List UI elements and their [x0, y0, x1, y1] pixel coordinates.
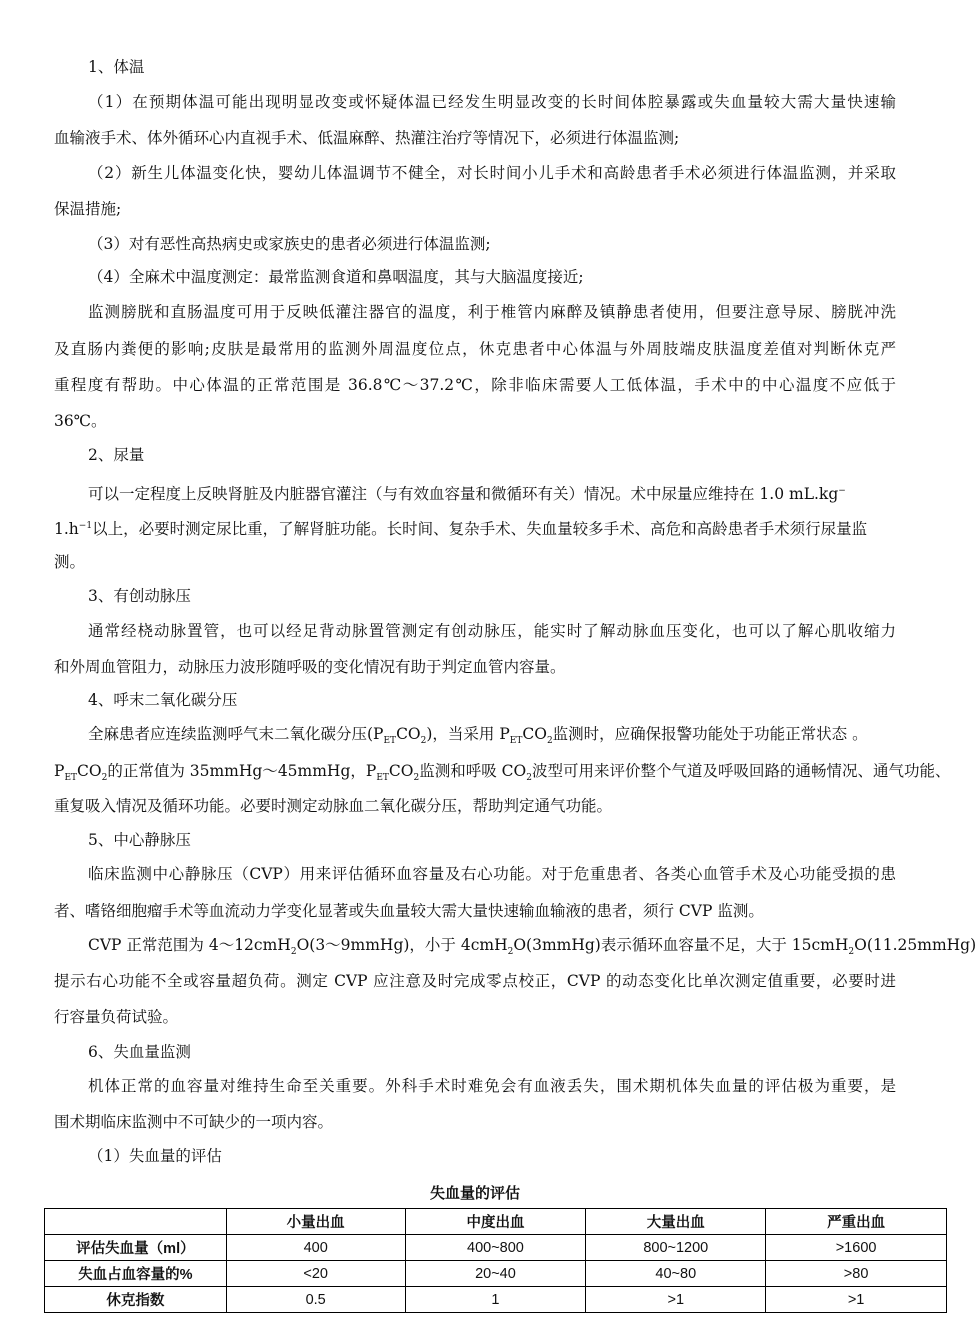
paragraph-line: 和外周血管阻力，动脉压力波形随呼吸的变化情况有助于判定血管内容量。 — [54, 658, 566, 676]
table-cell: 40~80 — [586, 1261, 766, 1287]
section-heading: 6、失血量监测 — [88, 1043, 191, 1061]
table-header-cell — [45, 1209, 227, 1235]
row-label: 休克指数 — [45, 1287, 227, 1313]
blood-loss-table — [44, 1208, 947, 1313]
table-cell: 20~40 — [405, 1261, 586, 1287]
paragraph-line: 监测膀胱和直肠温度可用于反映低灌注器官的温度，利于椎管内麻醉及镇静患者使用，但要注意导尿、膀胱冲洗 — [88, 303, 896, 321]
section-heading: 4、呼末二氧化碳分压 — [88, 691, 238, 709]
table-header-row — [45, 1209, 947, 1235]
table-cell: 400~800 — [405, 1235, 586, 1261]
subheading: （1）失血量的评估 — [88, 1147, 222, 1165]
table-row — [45, 1261, 947, 1287]
table-header-cell: 中度出血 — [405, 1209, 586, 1235]
paragraph-line: （2）新生儿体温变化快，婴幼儿体温调节不健全，对长时间小儿手术和高龄患者手术必须进行体温监测，并采取 — [88, 164, 896, 182]
table-cell: 1 — [405, 1287, 586, 1313]
paragraph-line: 血输液手术、体外循环心内直视手术、低温麻醉、热灌注治疗等情况下，必须进行体温监测; — [54, 129, 680, 147]
section-heading: 1、体温 — [88, 58, 145, 76]
table-header-cell: 小量出血 — [226, 1209, 405, 1235]
section-heading: 5、中心静脉压 — [88, 831, 191, 849]
row-label: 评估失血量（ml） — [45, 1235, 227, 1261]
table-header-cell: 大量出血 — [586, 1209, 766, 1235]
paragraph-line: 36℃。 — [54, 412, 107, 430]
paragraph-line: 可以一定程度上反映肾脏及内脏器官灌注（与有效血容量和微循环有关）情况。术中尿量应维持在 1.0 mL.kg− — [88, 485, 846, 504]
section-heading: 3、有创动脉压 — [88, 587, 191, 605]
paragraph-line: 重程度有帮助。中心体温的正常范围是 36.8℃～37.2℃，除非临床需要人工低体温，手术中的中心温度不应低于 — [54, 376, 896, 394]
table-header-cell: 严重出血 — [766, 1209, 947, 1235]
paragraph-line: 行容量负荷试验。 — [54, 1008, 179, 1026]
paragraph-line: 提示右心功能不全或容量超负荷。测定 CVP 应注意及时完成零点校正，CVP 的动态变化比单次测定值重要，必要时进 — [54, 972, 896, 990]
table-cell: >1 — [766, 1287, 947, 1313]
table-cell: <20 — [226, 1261, 405, 1287]
paragraph-line: 全麻患者应连续监测呼气末二氧化碳分压$(P_{ET}CO_2)$，当采用 $P_{ET}CO_2$监测时，应确保报警功能处于功能正常状态 。 — [88, 725, 868, 747]
paragraph-line: 重复吸入情况及循环功能。必要时测定动脉血二氧化碳分压，帮助判定通气功能。 — [54, 797, 613, 815]
table-row — [45, 1287, 947, 1313]
paragraph-line: 围术期临床监测中不可缺少的一项内容。 — [54, 1113, 334, 1131]
section-heading: 2、尿量 — [88, 446, 145, 464]
paragraph-line: 测。 — [54, 553, 86, 571]
paragraph-line: 临床监测中心静脉压（CVP）用来评估循环血容量及右心功能。对于危重患者、各类心血管手术及心功能受损的患 — [88, 865, 896, 883]
table-title: 失血量的评估 — [429, 1184, 520, 1202]
paragraph-line: 通常经桡动脉置管，也可以经足背动脉置管测定有创动脉压，能实时了解动脉血压变化，也可以了解心肌收缩力 — [88, 622, 896, 640]
row-label: 失血占血容量的% — [45, 1261, 227, 1287]
table-row — [45, 1235, 947, 1261]
table-cell: 0.5 — [226, 1287, 405, 1313]
table-cell: 400 — [226, 1235, 405, 1261]
table-cell: >80 — [766, 1261, 947, 1287]
paragraph-line: （1）在预期体温可能出现明显改变或怀疑体温已经发生明显改变的长时间体腔暴露或失血量较大需大量快速输 — [88, 93, 896, 111]
table-cell: >1600 — [766, 1235, 947, 1261]
paragraph-line: （4）全麻术中温度测定：最常监测食道和鼻咽温度，其与大脑温度接近; — [88, 268, 584, 286]
table-cell: 800~1200 — [586, 1235, 766, 1261]
paragraph-line: （3）对有恶性高热病史或家族史的患者必须进行体温监测; — [88, 235, 491, 253]
table-cell: >1 — [586, 1287, 766, 1313]
paragraph-line: 机体正常的血容量对维持生命至关重要。外科手术时难免会有血液丢失，围术期机体失血量的评估极为重要，是 — [88, 1077, 896, 1095]
paragraph-line: CVP 正常范围为 4～12cmH$_2$O(3～9mmHg)，小于 4cmH$_2$O(3mmHg)表示循环血容量不足，大于 15cmH$_2$O(11.25mmHg) — [88, 936, 976, 958]
paragraph-line: $P_{ET}CO_2$的正常值为 35mmHg～45mmHg，$P_{ET}CO_2$监测和呼吸 $CO_2$波型可用来评价整个气道及呼吸回路的通畅情况、通气功能、 — [54, 762, 951, 784]
paragraph-line: 保温措施; — [54, 200, 122, 218]
paragraph-line: 及直肠内粪便的影响;皮肤是最常用的监测外周温度位点，休克患者中心体温与外周肢端皮肤温度差值对判断休克严 — [54, 340, 896, 358]
paragraph-line: $1.h^{-1}$以上，必要时测定尿比重，了解肾脏功能。长时间、复杂手术、失血量较多手术、高危和高龄患者手术须行尿量监 — [54, 520, 868, 539]
paragraph-line: 者、嗜铬细胞瘤手术等血流动力学变化显著或失血量较大需大量快速输血输液的患者，须行 CVP 监测。 — [54, 902, 764, 920]
